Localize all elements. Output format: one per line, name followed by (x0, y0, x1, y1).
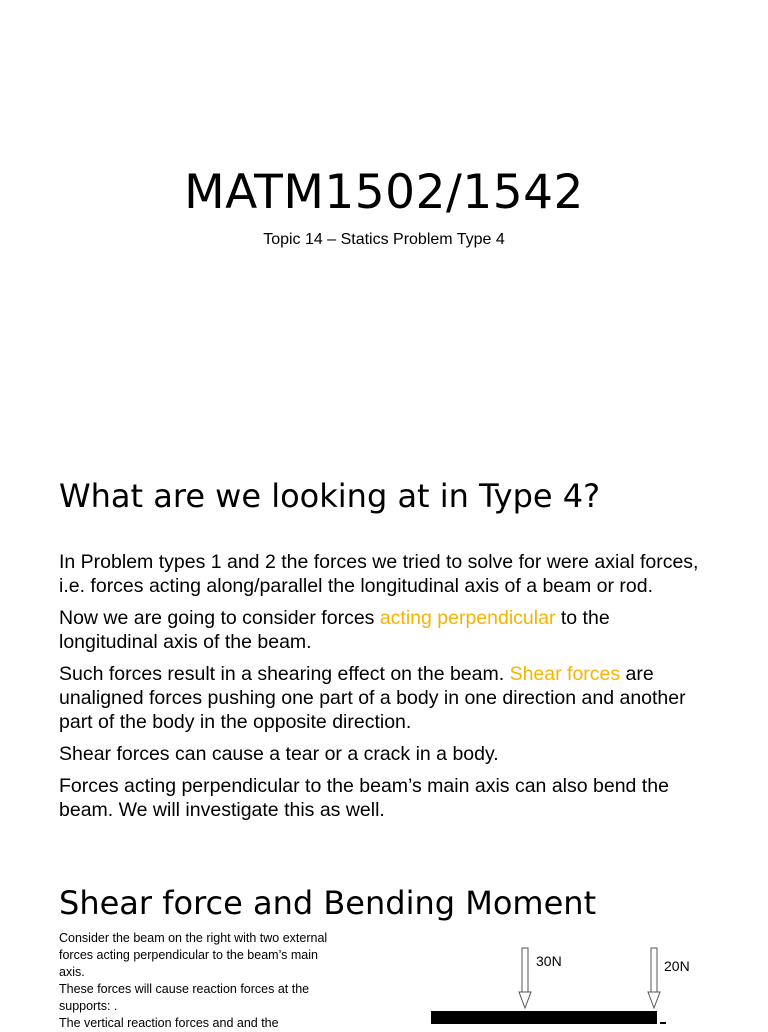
description-line: forces acting perpendicular to the beam’s main (59, 948, 318, 962)
description-line: These forces will cause reaction forces at the (59, 982, 310, 996)
paragraph-perpendicular (59, 606, 709, 654)
description-line: The vertical reaction forces and and the (59, 1016, 279, 1030)
highlight-shear-forces: Shear forces (509, 663, 621, 685)
title-slide (0, 0, 768, 450)
paragraph-axial: In Problem types 1 and 2 the forces we tried to solve for were axial forces, i.e. forces acting along/parallel the longitudinal axis of a beam or rod. (59, 551, 699, 597)
paragraph-tear: Shear forces can cause a tear or a crack in a body. (59, 743, 499, 765)
force-label-20n: 20N (664, 958, 690, 974)
paragraph-bend: Forces acting perpendicular to the beam’s main axis can also bend the beam. We will investigate this as well. (59, 775, 669, 821)
highlight-acting-perpendicular: acting perpendicular (379, 607, 556, 629)
text: are unaligned forces pushing one part of a body in one direction and another part of the body in the opposite direction. (59, 663, 686, 733)
shear-heading: Shear force and Bending Moment (59, 884, 597, 922)
beam-diagram (420, 940, 720, 1024)
description-line: Consider the beam on the right with two external (59, 931, 328, 945)
slide-title: MATM1502/1542 (184, 165, 584, 220)
description-line: axis. (59, 965, 85, 979)
force-arrow-30n (519, 948, 531, 1008)
force-label-30n: 30N (536, 953, 562, 969)
type4-body (59, 550, 709, 830)
beam (431, 1011, 657, 1024)
description-line: supports: . (59, 999, 118, 1013)
type4-heading: What are we looking at in Type 4? (59, 477, 601, 515)
shear-description (59, 930, 359, 1032)
paragraph-shearing (59, 662, 709, 734)
text: Such forces result in a shearing effect on the beam. (59, 663, 510, 685)
slide-subtitle: Topic 14 – Statics Problem Type 4 (263, 231, 505, 248)
text: to the longitudinal axis of the beam. (59, 607, 610, 653)
text: Now we are going to consider forces (59, 607, 380, 629)
force-arrow-20n (648, 948, 660, 1008)
